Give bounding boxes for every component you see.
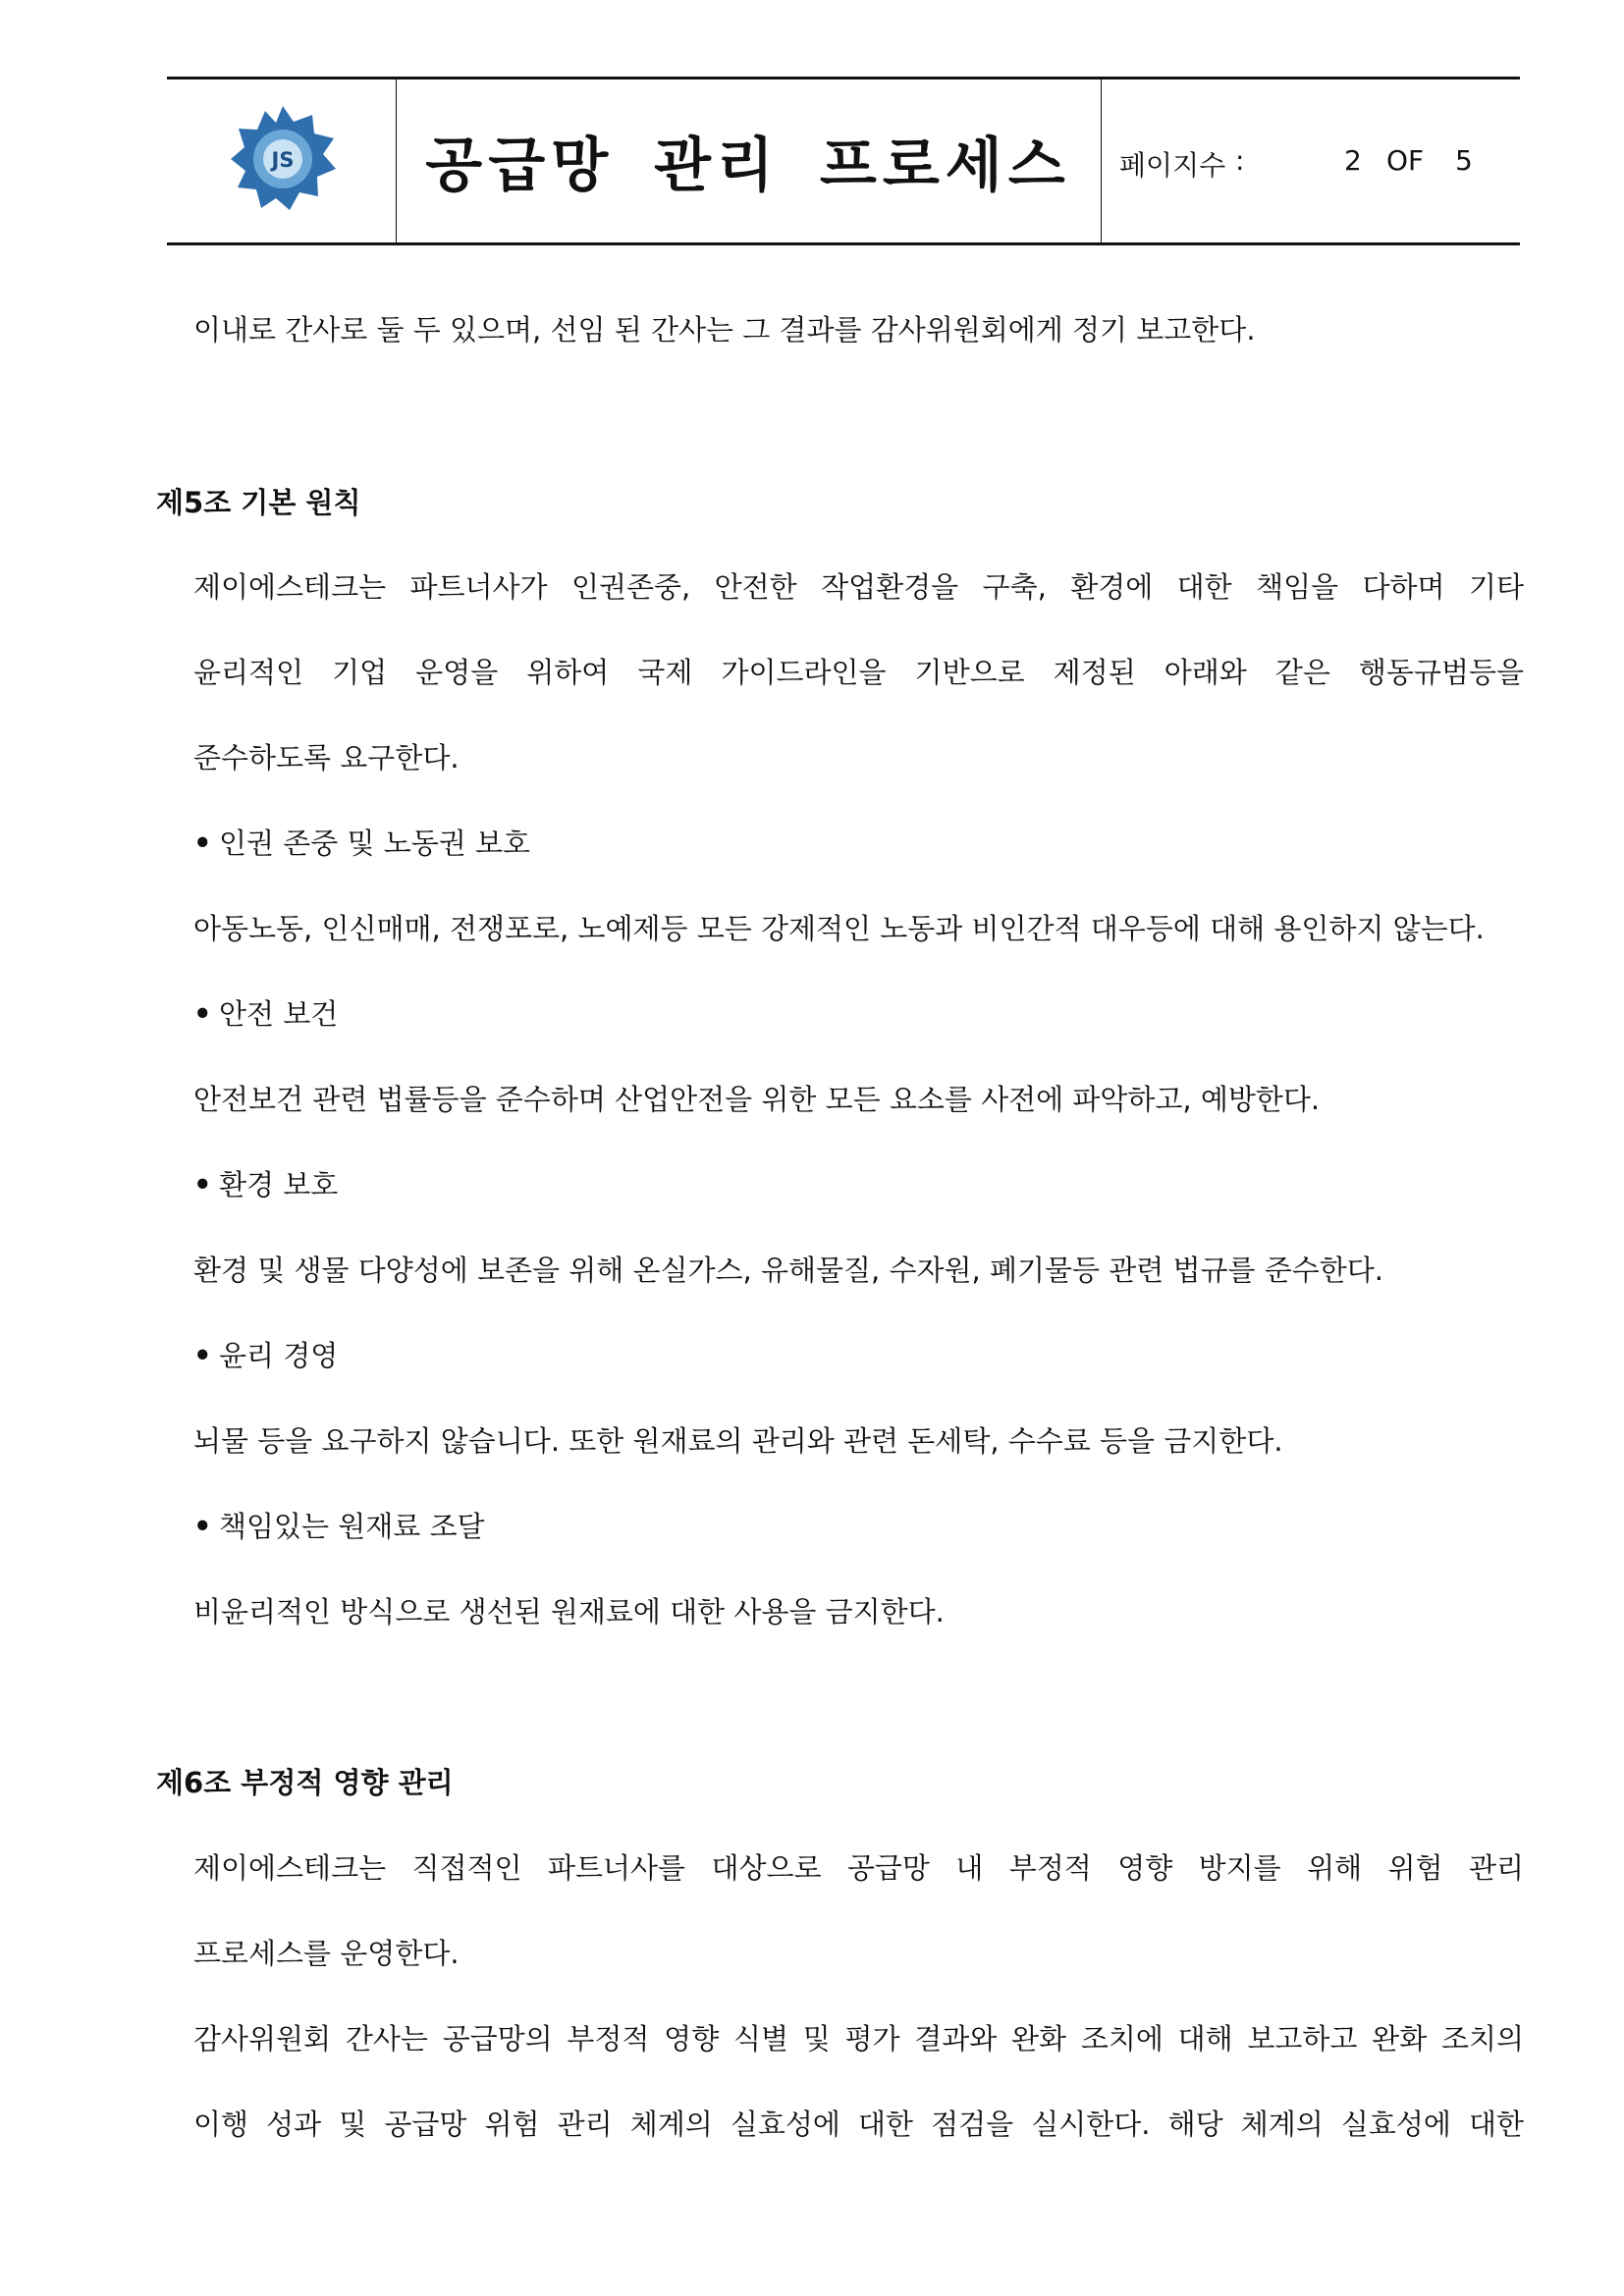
bullet-title: 환경 보호 (219, 1168, 339, 1201)
page-separator: : (1235, 144, 1245, 177)
company-logo (229, 103, 337, 216)
bullet-text: 안전보건 관련 법률등을 준수하며 산업안전을 위한 모든 요소를 사전에 파악하고, 예방한다. (193, 1083, 1321, 1116)
bullet-text: 뇌물 등을 요구하지 않습니다. 또한 원재료의 관리와 관련 돈세탁, 수수료 등을 금지한다. (193, 1424, 1283, 1458)
bullet-symbol: • (193, 1510, 212, 1543)
bullet-symbol: • (193, 827, 212, 860)
page-info (1102, 80, 1520, 242)
bullet-item (193, 1509, 485, 1544)
page-total: 5 (1455, 144, 1473, 177)
bullet-text: 비윤리적인 방식으로 생선된 원재료에 대한 사용을 금지한다. (193, 1595, 945, 1629)
bullet-title: 윤리 경영 (219, 1339, 339, 1372)
page-number: 2 (1344, 144, 1362, 177)
article-5-paragraph-line-1: 제이에스테크는 파트너사가 인권존중, 안전한 작업환경을 구축, 환경에 대한 책임을 다하며 기타 (193, 570, 1524, 604)
article-6-paragraph-1-line-2: 프로세스를 운영한다. (193, 1937, 460, 1970)
article-6-paragraph-1-line-1: 제이에스테크는 직접적인 파트너사를 대상으로 공급망 내 부정적 영향 방지를 위해 위험 관리 (193, 1851, 1524, 1885)
article-5-paragraph-line-3: 준수하도록 요구한다. (193, 741, 460, 774)
article-6-paragraph-2-line-2: 이행 성과 및 공급망 위험 관리 체계의 실효성에 대한 점검을 실시한다. 해당 체계의 실효성에 대한 (193, 2108, 1524, 2141)
bullet-title: 책임있는 원재료 조달 (219, 1510, 485, 1543)
bullet-title: 안전 보건 (219, 997, 339, 1031)
logo-text: JS (271, 148, 295, 172)
intro-line: 이내로 간사로 둘 두 있으며, 선임 된 간사는 그 결과를 감사위원회에게 정기 보고한다. (193, 313, 1256, 347)
page-of-label: OF (1386, 144, 1425, 177)
document-title: 공급망 관리 프로세스 (425, 132, 1071, 200)
bullet-item (193, 826, 530, 861)
page-count-label: 페이지수 (1119, 149, 1226, 182)
article-6-heading: 제6조 부정적 영향 관리 (156, 1766, 454, 1799)
bullet-text: 환경 및 생물 다양성에 보존을 위해 온실가스, 유해물질, 수자원, 폐기물등 관련 법규를 준수한다. (193, 1254, 1384, 1287)
bullet-symbol: • (193, 1339, 212, 1372)
title-cell (396, 80, 1101, 242)
article-5-heading: 제5조 기본 원칙 (156, 486, 361, 519)
bullet-item (193, 996, 338, 1032)
bullet-item (193, 1167, 338, 1202)
bullet-title: 인권 존중 및 노동권 보호 (219, 827, 531, 860)
document-header (167, 77, 1520, 245)
bullet-symbol: • (193, 997, 212, 1031)
bullet-item (193, 1338, 338, 1373)
article-6-paragraph-2-line-1: 감사위원회 간사는 공급망의 부정적 영향 식별 및 평가 결과와 완화 조치에 대해 보고하고 완화 조치의 (193, 2022, 1524, 2056)
logo-cell (167, 80, 396, 242)
bullet-symbol: • (193, 1168, 212, 1201)
bullet-text: 아동노동, 인신매매, 전쟁포로, 노예제등 모든 강제적인 노동과 비인간적 대우등에 대해 용인하지 않는다. (193, 912, 1485, 945)
article-5-paragraph-line-2: 윤리적인 기업 운영을 위하여 국제 가이드라인을 기반으로 제정된 아래와 같은 행동규범등을 (193, 656, 1524, 689)
